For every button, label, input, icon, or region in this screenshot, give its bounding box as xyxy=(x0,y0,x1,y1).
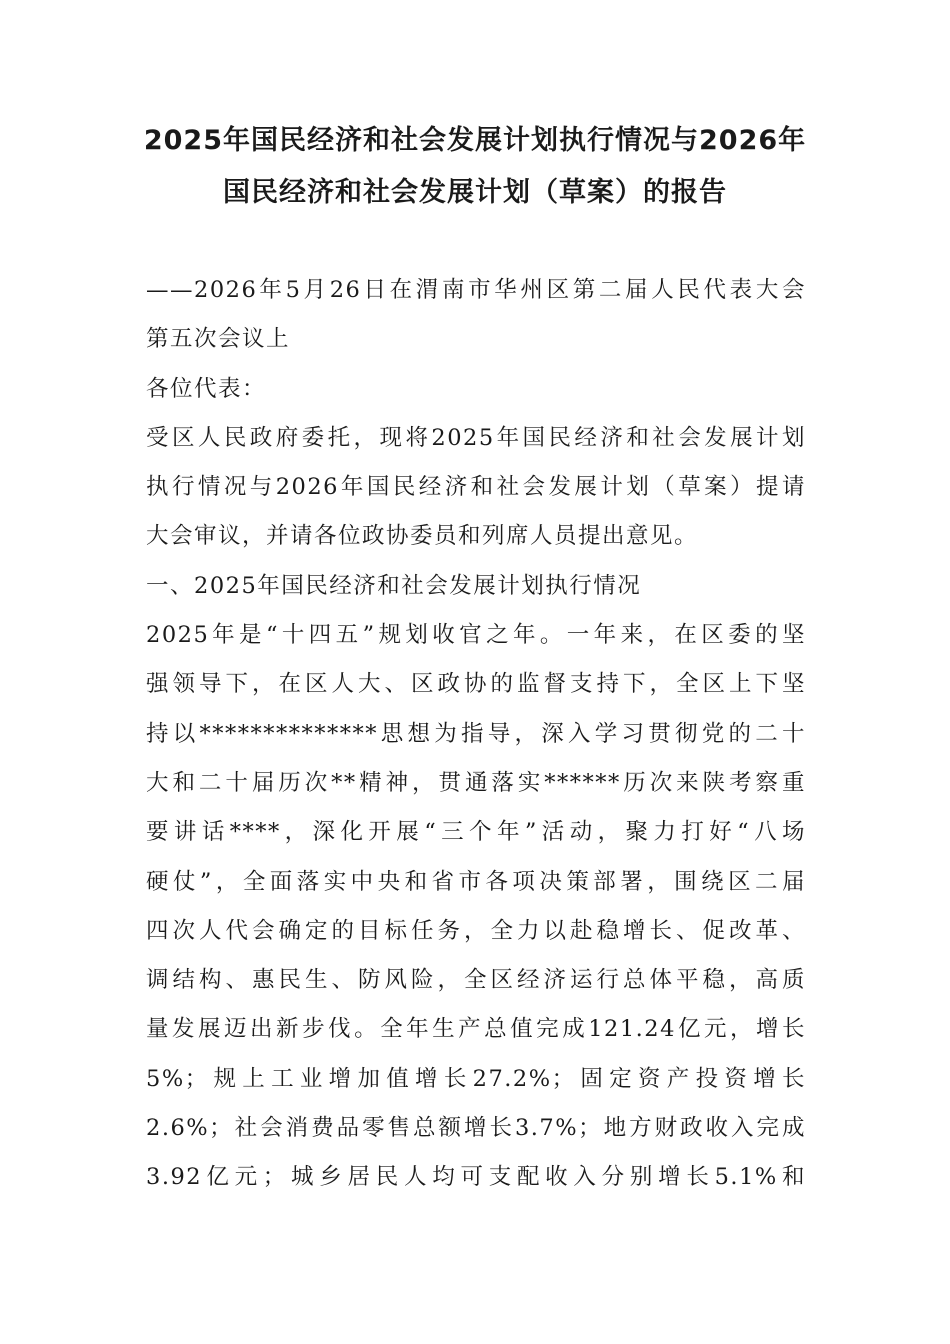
body-line: 各位代表： xyxy=(146,375,267,402)
body-line: 调结构、惠民生、防风险，全区经济运行总体平稳，高质 xyxy=(146,967,806,994)
body-line: 硬仗”，全面落实中央和省市各项决策部署，围绕区二届 xyxy=(146,868,806,895)
body-line: 大会审议，并请各位政协委员和列席人员提出意见。 xyxy=(146,523,699,550)
body-line: 大和二十届历次**精神，贯通落实******历次来陕考察重 xyxy=(146,769,806,796)
document-title-line-2: 国民经济和社会发展计划（草案）的报告 xyxy=(223,177,727,208)
body-line: 2025年是“十四五”规划收官之年。一年来，在区委的坚 xyxy=(146,622,806,649)
body-line: 受区人民政府委托，现将2025年国民经济和社会发展计划 xyxy=(146,424,806,451)
body-line: ——2026年5月26日在渭南市华州区第二届人民代表大会 xyxy=(146,277,806,303)
body-line: 四次人代会确定的目标任务，全力以赴稳增长、促改革、 xyxy=(146,917,806,944)
body-line: 第五次会议上 xyxy=(146,326,291,353)
body-line: 执行情况与2026年国民经济和社会发展计划（草案）提请 xyxy=(146,474,806,501)
body-line: 2.6%；社会消费品零售总额增长3.7%；地方财政收入完成 xyxy=(146,1115,806,1142)
body-line: 3.92亿元；城乡居民人均可支配收入分别增长5.1%和 xyxy=(146,1164,806,1191)
body-line: 量发展迈出新步伐。全年生产总值完成121.24亿元，增长 xyxy=(146,1016,806,1043)
body-line: 强领导下，在区人大、区政协的监督支持下，全区上下坚 xyxy=(146,671,806,698)
body-line: 一、2025年国民经济和社会发展计划执行情况 xyxy=(146,572,642,599)
body-line: 要讲话****，深化开展“三个年”活动，聚力打好“八场 xyxy=(146,819,806,846)
body-line: 5%；规上工业增加值增长27.2%；固定资产投资增长 xyxy=(146,1065,806,1092)
document-title-line-1: 2025年国民经济和社会发展计划执行情况与2026年 xyxy=(143,125,807,156)
document-body xyxy=(146,266,806,1203)
body-line: 持以**************思想为指导，深入学习贯彻党的二十 xyxy=(146,720,806,747)
